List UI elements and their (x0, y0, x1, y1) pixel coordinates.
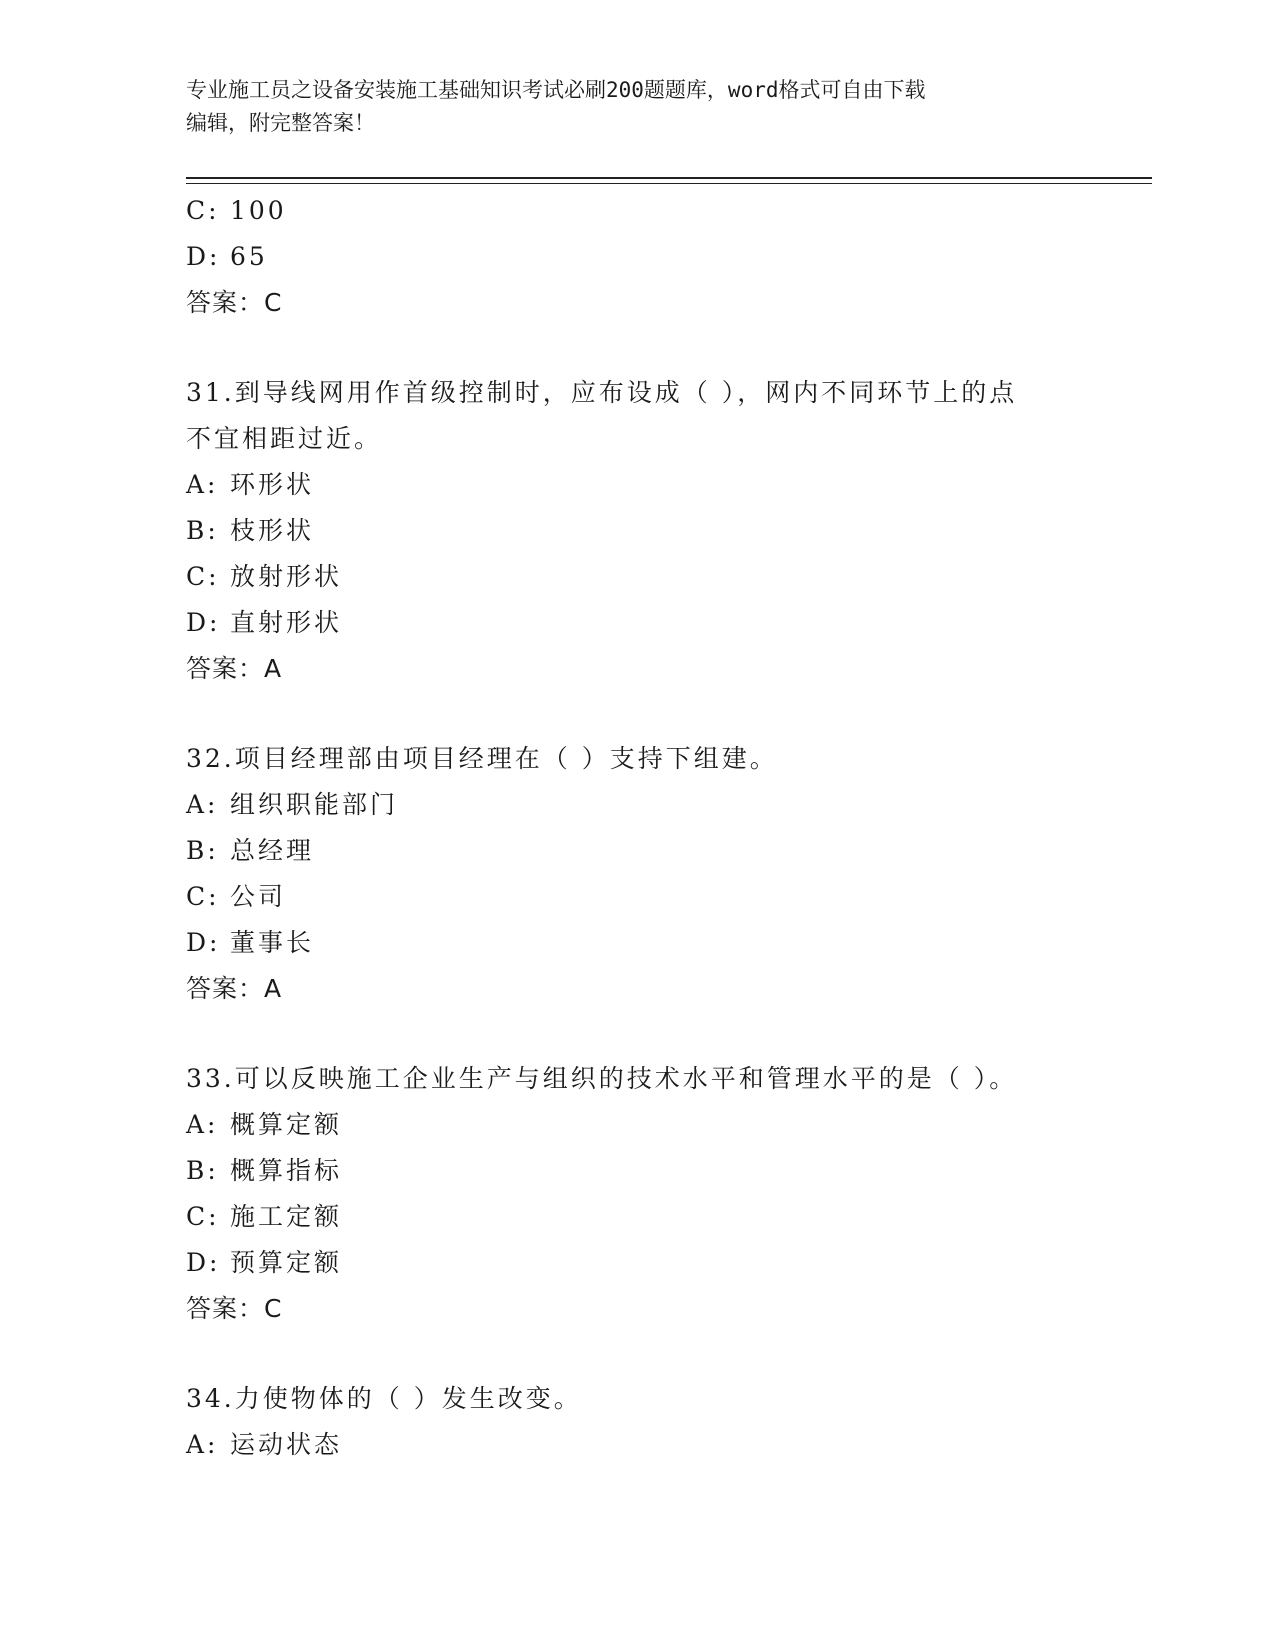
option-text: 预算定额 (230, 1248, 343, 1277)
option-label: A: (186, 1110, 219, 1139)
option-label: A: (186, 790, 219, 819)
spacer (186, 1012, 1066, 1056)
option-row (186, 874, 1066, 920)
option-row (186, 188, 1066, 234)
question-33 (186, 1056, 1066, 1332)
answer-line: 答案：A (186, 974, 283, 1003)
question-text: 32.项目经理部由项目经理在（ ）支持下组建。 (186, 744, 778, 773)
option-row (186, 1194, 1066, 1240)
question-31 (186, 370, 1066, 692)
option-text: 65 (230, 242, 268, 271)
option-row (186, 600, 1066, 646)
option-row (186, 1422, 1066, 1468)
option-row (186, 1148, 1066, 1194)
question-text: 33.可以反映施工企业生产与组织的技术水平和管理水平的是（ ）。 (186, 1064, 1018, 1093)
spacer (186, 326, 1066, 370)
header-title-line-1: 专业施工员之设备安装施工基础知识考试必刷200题题库，word格式可自由下载 (186, 78, 926, 102)
question-text-continued: 不宜相距过近。 (186, 424, 383, 453)
option-label: C: (186, 562, 220, 591)
option-text: 直射形状 (230, 608, 343, 637)
option-row (186, 920, 1066, 966)
option-text: 董事长 (230, 928, 315, 957)
option-row (186, 782, 1066, 828)
question-text: 31.到导线网用作首级控制时，应布设成（ ），网内不同环节上的点 (186, 378, 1018, 407)
question-text: 34.力使物体的（ ）发生改变。 (186, 1384, 582, 1413)
option-label: C: (186, 882, 220, 911)
option-label: B: (186, 836, 219, 865)
spacer (186, 1332, 1066, 1376)
header-title-line-2: 编辑，附完整答案！ (186, 111, 375, 135)
option-row (186, 554, 1066, 600)
option-row (186, 234, 1066, 280)
spacer (186, 692, 1066, 736)
option-text: 运动状态 (230, 1430, 343, 1459)
option-row (186, 462, 1066, 508)
option-row (186, 828, 1066, 874)
option-row (186, 508, 1066, 554)
option-label: B: (186, 516, 219, 545)
option-label: B: (186, 1156, 219, 1185)
answer-line: 答案：C (186, 288, 283, 317)
option-label: D: (186, 242, 221, 271)
option-text: 概算指标 (230, 1156, 343, 1185)
option-label: A: (186, 470, 219, 499)
answer-line: 答案：C (186, 1294, 283, 1323)
option-label: C: (186, 1202, 220, 1231)
option-text: 放射形状 (230, 562, 343, 591)
option-label: D: (186, 1248, 221, 1277)
document-body (186, 188, 1066, 1468)
option-label: D: (186, 928, 221, 957)
option-label: C: (186, 196, 220, 225)
question-34 (186, 1376, 1066, 1468)
header-divider-thin (186, 183, 1152, 184)
option-text: 总经理 (230, 836, 315, 865)
question-continued (186, 188, 1066, 326)
option-text: 组织职能部门 (230, 790, 399, 819)
option-row (186, 1102, 1066, 1148)
option-text: 施工定额 (230, 1202, 343, 1231)
option-text: 概算定额 (230, 1110, 343, 1139)
page-header (186, 74, 1066, 140)
option-text: 公司 (230, 882, 287, 911)
header-divider-thick (186, 177, 1152, 179)
question-32 (186, 736, 1066, 1012)
option-text: 环形状 (230, 470, 315, 499)
option-label: D: (186, 608, 221, 637)
option-row (186, 1240, 1066, 1286)
answer-line: 答案：A (186, 654, 283, 683)
option-text: 100 (230, 196, 287, 225)
option-text: 枝形状 (230, 516, 315, 545)
option-label: A: (186, 1430, 219, 1459)
